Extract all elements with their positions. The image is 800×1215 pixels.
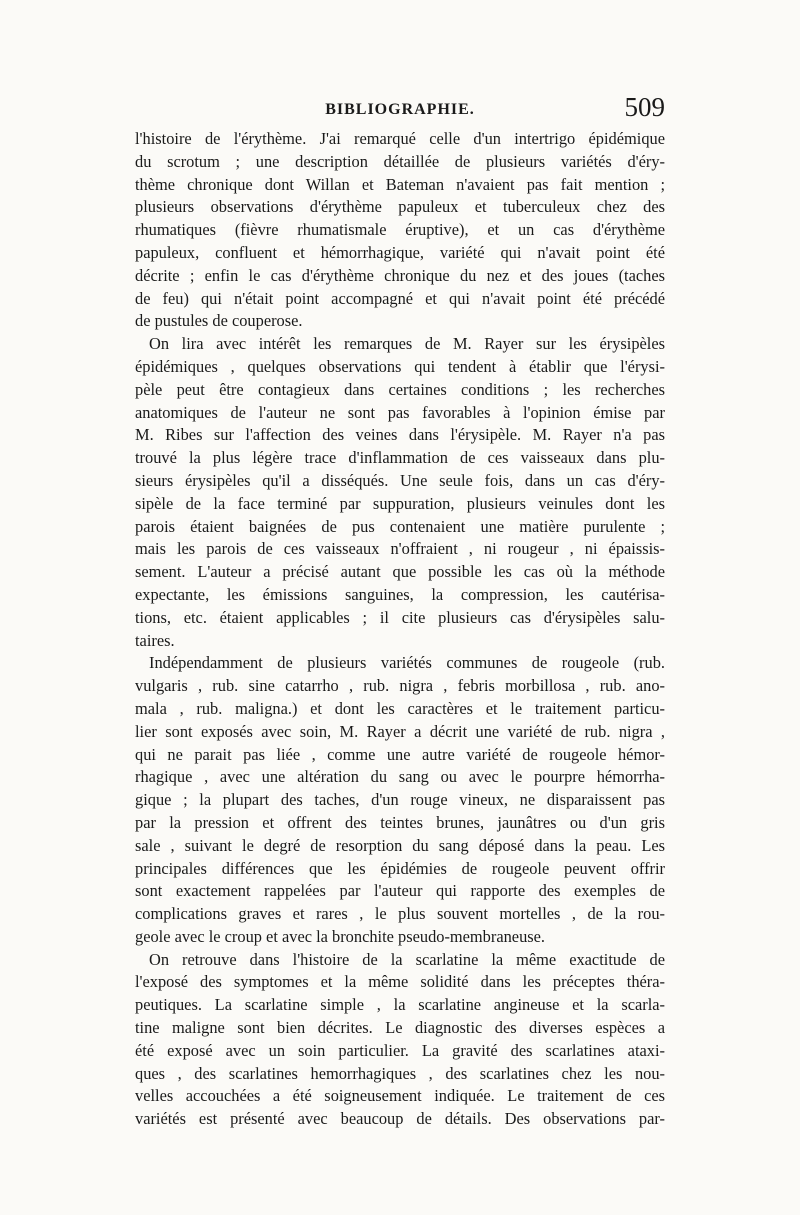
text-line: thème chronique dont Willan et Bateman n'avaient pas fait mention ; [135,174,665,194]
text-line: taires. [135,630,175,650]
text-line: sont exactement rappelées par l'auteur qui rapporte des exemples de [135,881,665,901]
text-line: ques , des scarlatines hemorrhagiques , des scarlatines chez les nou- [135,1063,665,1083]
text-line: trouvé la plus légère trace d'inflammation de ces vaisseaux dans plu- [135,448,665,468]
text-line: gique ; la plupart des taches, d'un rouge vineux, ne disparaissent pas [135,790,665,810]
text-line: lier sont exposés avec soin, M. Rayer a décrit une variété de rub. nigra , [135,721,665,741]
text-line: principales différences que les épidémies de rougeole peuvent offrir [135,858,665,878]
text-line: papuleux, confluent et hémorrhagique, variété qui n'avait point été [135,242,665,262]
text-line: épidémiques , quelques observations qui tendent à établir que l'érysi- [135,356,665,376]
page-number: 509 [624,92,665,122]
text-line: anatomiques de l'auteur ne sont pas favorables à l'opinion émise par [135,402,665,422]
text-line: été exposé avec un soin particulier. La gravité des scarlatines ataxi- [135,1040,665,1060]
text-line: tine maligne sont bien décrites. Le diagnostic des diverses espèces a [135,1018,665,1038]
text-line: variétés est présenté avec beaucoup de détails. Des observations par- [135,1109,665,1129]
text-line: mala , rub. maligna.) et dont les caractères et le traitement particu- [135,698,665,718]
text-line: geole avec le croup et avec la bronchite pseudo-membraneuse. [135,926,546,946]
body-text [135,128,665,1131]
text-line: expectante, les émissions sanguines, la compression, les cautérisa- [135,584,665,604]
text-line: complications graves et rares , le plus souvent mortelles , de la rou- [135,904,665,924]
text-line: sipèle de la face terminé par suppuration, plusieurs veinules dont les [135,493,665,513]
text-line: de feu) qui n'était point accompagné et qui n'avait point été précédé [135,288,665,308]
text-line: On lira avec intérêt les remarques de M. Rayer sur les érysipèles [149,334,665,354]
text-line: sement. L'auteur a précisé autant que possible les cas où la méthode [135,562,665,582]
paragraph [135,128,665,333]
text-line: Indépendamment de plusieurs variétés communes de rougeole (rub. [149,653,665,673]
text-line: décrite ; enfin le cas d'érythème chronique du nez et des joues (taches [135,265,665,285]
text-line: pèle peut être contagieux dans certaines conditions ; les recherches [135,379,665,399]
text-line: rhumatiques (fièvre rhumatismale éruptive), et un cas d'érythème [135,220,665,240]
text-line: mais les parois de ces vaisseaux n'offraient , ni rougeur , ni épaissis- [135,539,665,559]
paragraph [135,949,665,1131]
text-line: vulgaris , rub. sine catarrho , rub. nigra , febris morbillosa , rub. ano- [135,676,665,696]
text-line: de pustules de couperose. [135,311,303,331]
paragraph [135,333,665,652]
page-header [135,92,665,128]
paragraph [135,652,665,948]
text-line: qui ne parait pas liée , comme une autre variété de rougeole hémor- [135,744,665,764]
text-line: sale , suivant le degré de resorption du sang déposé dans la peau. Les [135,835,665,855]
running-head: BIBLIOGRAPHIE. [325,101,475,118]
text-line: par la pression et offrent des teintes brunes, jaunâtres ou d'un gris [135,812,665,832]
text-line: M. Ribes sur l'affection des veines dans l'érysipèle. M. Rayer n'a pas [135,425,665,445]
text-line: tions, etc. étaient applicables ; il cite plusieurs cas d'érysipèles salu- [135,607,665,627]
text-line: parois étaient baignées de pus contenaient une matière purulente ; [135,516,665,536]
text-line: sieurs érysipèles qu'il a disséqués. Une seule fois, dans un cas d'éry- [135,470,665,490]
text-line: l'histoire de l'érythème. J'ai remarqué celle d'un intertrigo épidémique [135,129,665,148]
text-line: velles accouchées a été soigneusement indiquée. Le traitement de ces [135,1086,665,1106]
text-line: plusieurs observations d'érythème papuleux et tuberculeux chez des [135,197,665,217]
text-line: du scrotum ; une description détaillée de plusieurs variétés d'éry- [135,151,665,171]
text-line: l'exposé des symptomes et la même solidité dans les préceptes théra- [135,972,665,992]
text-line: rhagique , avec une altération du sang ou avec le pourpre hémorrha- [135,767,665,787]
text-line: peutiques. La scarlatine simple , la scarlatine angineuse et la scarla- [135,995,665,1015]
text-line: On retrouve dans l'histoire de la scarlatine la même exactitude de [149,949,665,969]
